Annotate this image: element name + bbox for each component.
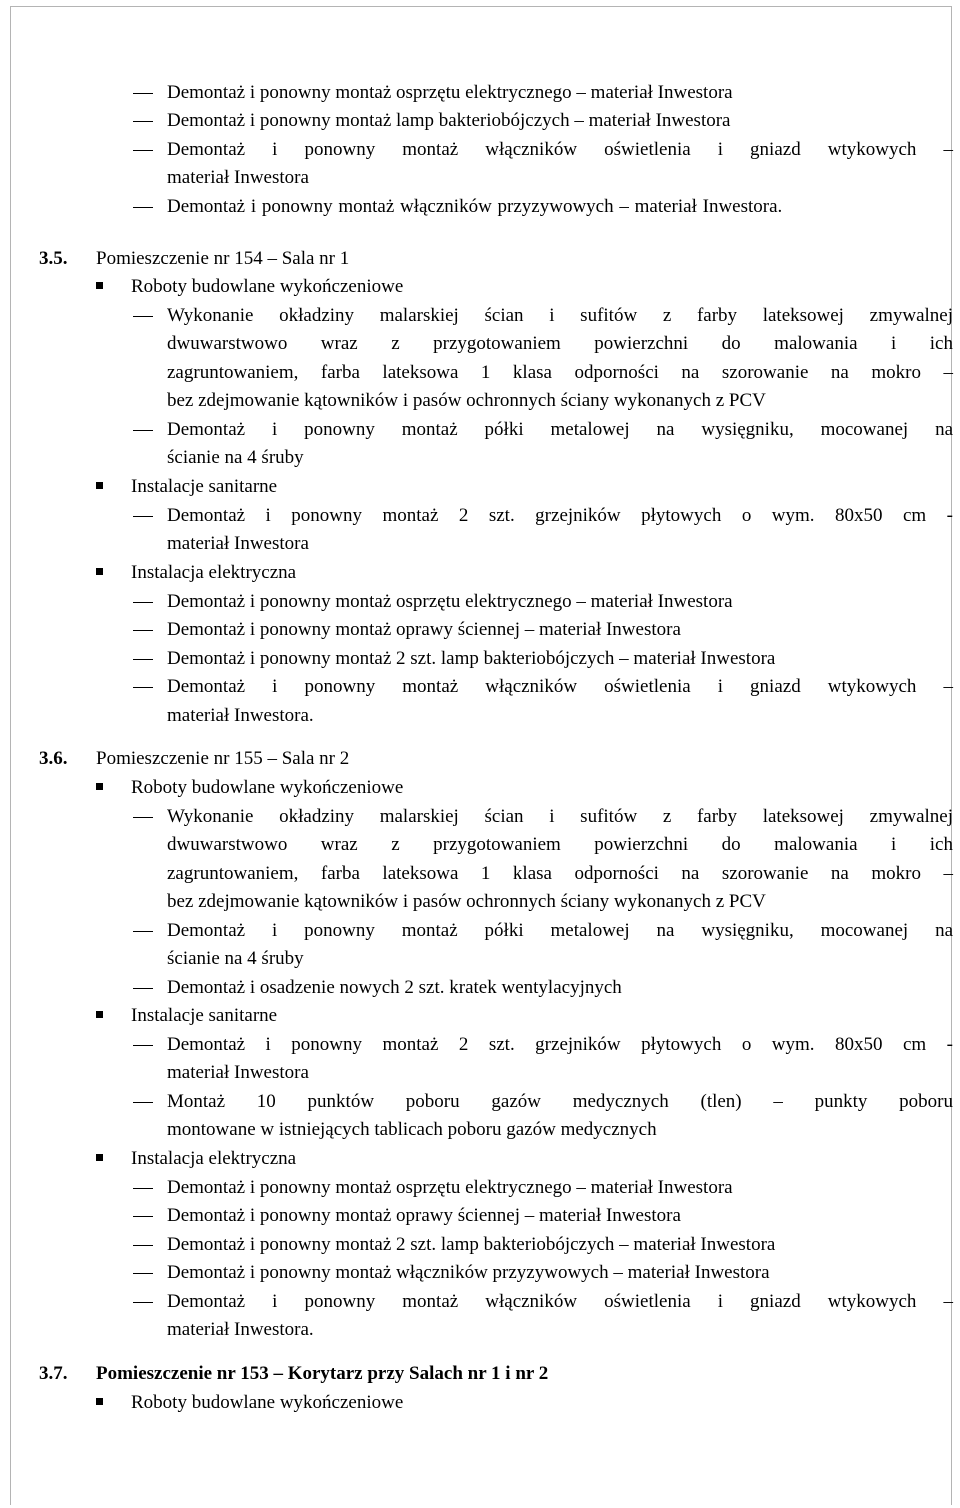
list-item-continuation: bez zdejmowanie kątowników i pasów ochronnych ściany wykonanych z PCV [167, 891, 766, 912]
list-item: Demontaż i ponowny montaż półki metalowej na wysięgniku, mocowanej na [167, 920, 953, 941]
subsection-header: Instalacja elektryczna [131, 1148, 297, 1169]
dash-icon [133, 1302, 153, 1303]
dash-icon [133, 1273, 153, 1274]
list-item: Demontaż i ponowny montaż 2 szt. lamp bakteriobójczych – materiał Inwestora [167, 1234, 776, 1255]
list-item-continuation: montowane w istniejących tablicach poboru gazów medycznych [167, 1119, 657, 1140]
dash-icon [133, 1188, 153, 1189]
list-item-continuation: ścianie na 4 śruby [167, 948, 304, 969]
dash-icon [133, 630, 153, 631]
subsection-header: Instalacje sanitarne [131, 1005, 278, 1026]
dash-icon [133, 207, 153, 208]
list-item: Demontaż i ponowny montaż włączników oświetlenia i gniazd wtykowych – [167, 139, 953, 160]
list-item: Demontaż i ponowny montaż osprzętu elektrycznego – materiał Inwestora [167, 82, 733, 103]
list-item: Demontaż i ponowny montaż osprzętu elektrycznego – materiał Inwestora [167, 591, 733, 612]
list-item: Demontaż i ponowny montaż 2 szt. grzejników płytowych o wym. 80x50 cm - [167, 1034, 953, 1055]
dash-icon [133, 931, 153, 932]
list-item-continuation: materiał Inwestora [167, 533, 309, 554]
section-number: 3.6. [39, 748, 68, 769]
list-item-continuation: zagruntowaniem, farba lateksowa 1 klasa odporności na szorowanie na mokro – [167, 863, 953, 884]
list-item: Demontaż i ponowny montaż 2 szt. lamp bakteriobójczych – materiał Inwestora [167, 648, 776, 669]
list-item-continuation: bez zdejmowanie kątowników i pasów ochronnych ściany wykonanych z PCV [167, 390, 766, 411]
list-item: Demontaż i ponowny montaż włączników oświetlenia i gniazd wtykowych – [167, 1291, 953, 1312]
bullet-icon [96, 282, 103, 289]
bullet-icon [96, 568, 103, 575]
list-item: Demontaż i ponowny montaż oprawy ściennej – materiał Inwestora [167, 1205, 681, 1226]
dash-icon [133, 121, 153, 122]
section-number: 3.5. [39, 248, 68, 269]
list-item: Demontaż i ponowny montaż włączników przyzywowych – materiał Inwestora [167, 1262, 770, 1283]
subsection-header: Instalacje sanitarne [131, 476, 278, 497]
section-title: Pomieszczenie nr 154 – Sala nr 1 [96, 248, 350, 269]
dash-icon [133, 659, 153, 660]
dash-icon [133, 93, 153, 94]
list-item: Demontaż i ponowny montaż lamp bakteriobójczych – materiał Inwestora [167, 110, 731, 131]
dash-icon [133, 988, 153, 989]
dash-icon [133, 602, 153, 603]
list-item: Demontaż i ponowny montaż oprawy ściennej – materiał Inwestora [167, 619, 681, 640]
bullet-icon [96, 1154, 103, 1161]
dash-icon [133, 430, 153, 431]
bullet-icon [96, 1398, 103, 1405]
subsection-header: Roboty budowlane wykończeniowe [131, 276, 404, 297]
subsection-header: Roboty budowlane wykończeniowe [131, 1392, 404, 1413]
list-item-continuation: ścianie na 4 śruby [167, 447, 304, 468]
bullet-icon [96, 482, 103, 489]
list-item: Wykonanie okładziny malarskiej ścian i sufitów z farby lateksowej zmywalnej [167, 806, 953, 827]
section-number: 3.7. [39, 1363, 68, 1384]
list-item: Demontaż i ponowny montaż włączników przyzywowych – materiał Inwestora. [167, 196, 783, 217]
dash-icon [133, 150, 153, 151]
dash-icon [133, 1102, 153, 1103]
dash-icon [133, 817, 153, 818]
list-item: Demontaż i ponowny montaż włączników oświetlenia i gniazd wtykowych – [167, 676, 953, 697]
list-item-continuation: materiał Inwestora [167, 167, 309, 188]
list-item: Demontaż i ponowny montaż 2 szt. grzejników płytowych o wym. 80x50 cm - [167, 505, 953, 526]
list-item: Montaż 10 punktów poboru gazów medycznych (tlen) – punkty poboru [167, 1091, 953, 1112]
bullet-icon [96, 783, 103, 790]
section-title: Pomieszczenie nr 153 – Korytarz przy Salach nr 1 i nr 2 [96, 1363, 549, 1384]
dash-icon [133, 1245, 153, 1246]
list-item-continuation: zagruntowaniem, farba lateksowa 1 klasa odporności na szorowanie na mokro – [167, 362, 953, 383]
dash-icon [133, 687, 153, 688]
list-item: Wykonanie okładziny malarskiej ścian i sufitów z farby lateksowej zmywalnej [167, 305, 953, 326]
section-title: Pomieszczenie nr 155 – Sala nr 2 [96, 748, 350, 769]
bullet-icon [96, 1011, 103, 1018]
list-item-continuation: dwuwarstwowo wraz z przygotowaniem powierzchni do malowania i ich [167, 333, 953, 354]
list-item: Demontaż i ponowny montaż półki metalowej na wysięgniku, mocowanej na [167, 419, 953, 440]
dash-icon [133, 316, 153, 317]
dash-icon [133, 1216, 153, 1217]
subsection-header: Roboty budowlane wykończeniowe [131, 777, 404, 798]
list-item: Demontaż i ponowny montaż osprzętu elektrycznego – materiał Inwestora [167, 1177, 733, 1198]
list-item-continuation: materiał Inwestora [167, 1062, 309, 1083]
dash-icon [133, 1045, 153, 1046]
list-item-continuation: materiał Inwestora. [167, 1319, 314, 1340]
list-item: Demontaż i osadzenie nowych 2 szt. kratek wentylacyjnych [167, 977, 622, 998]
list-item-continuation: dwuwarstwowo wraz z przygotowaniem powierzchni do malowania i ich [167, 834, 953, 855]
dash-icon [133, 516, 153, 517]
subsection-header: Instalacja elektryczna [131, 562, 297, 583]
list-item-continuation: materiał Inwestora. [167, 705, 314, 726]
